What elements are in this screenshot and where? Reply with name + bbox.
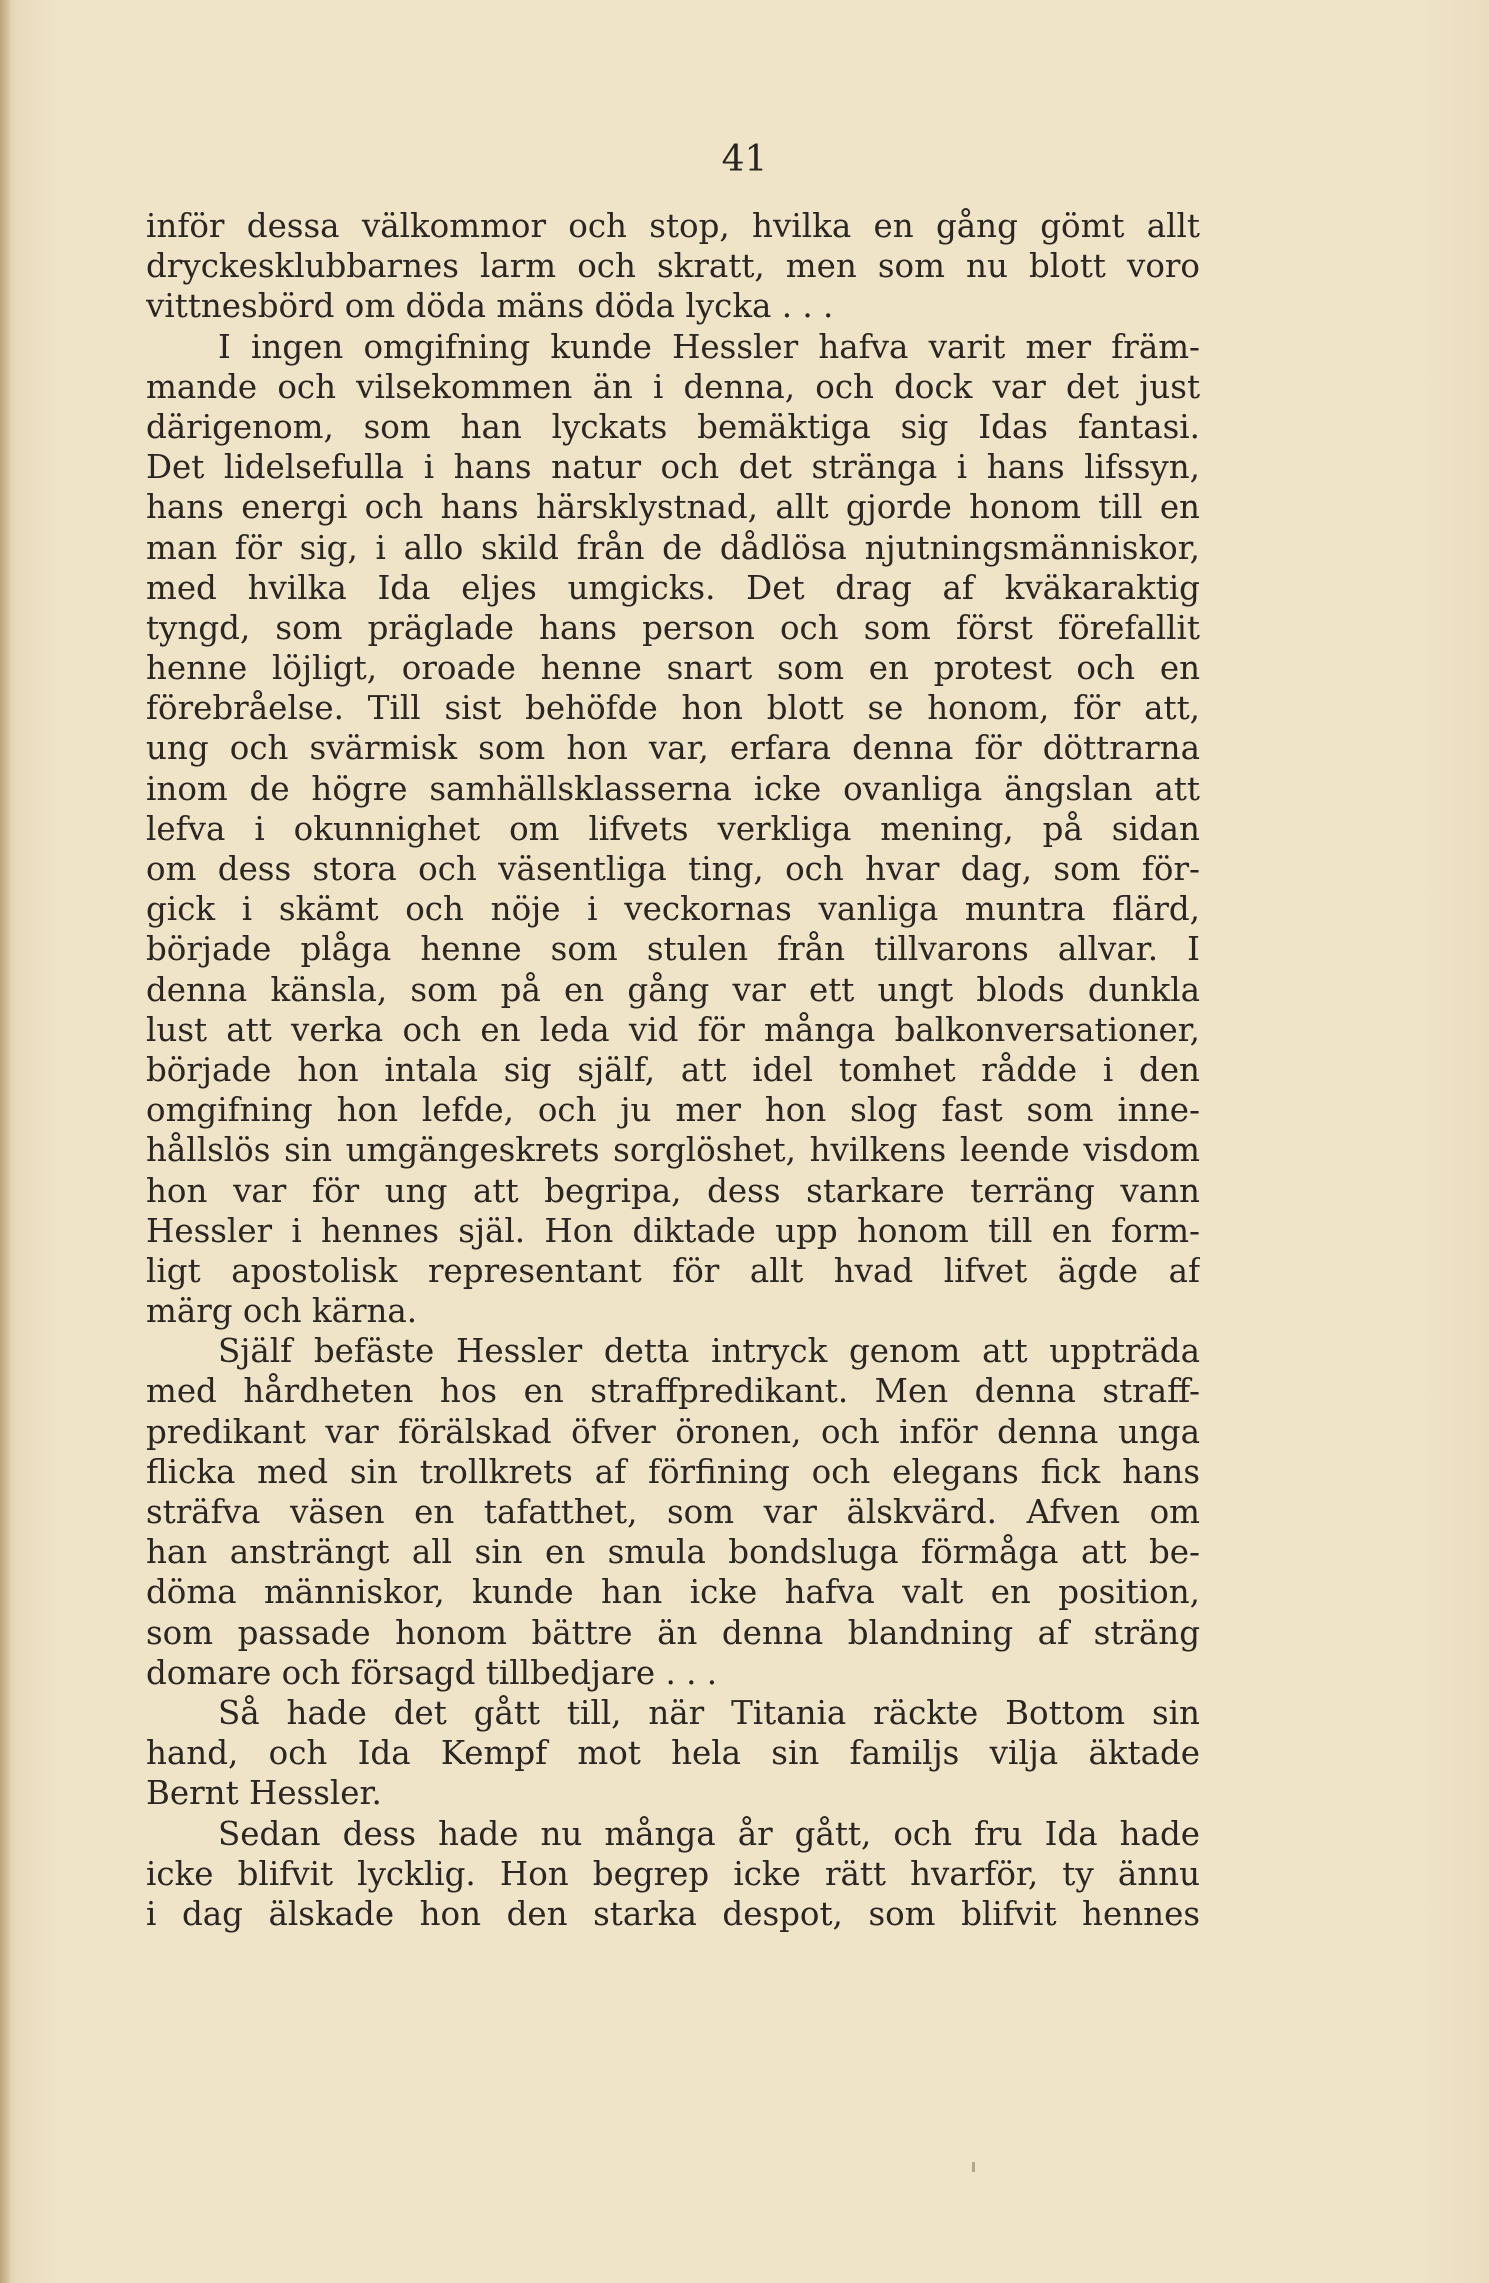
text-line: med hvilka Ida eljes umgicks. Det drag af kväkaraktig [146, 568, 1200, 607]
text-line: flicka med sin trollkrets af förfining och elegans fick hans [146, 1452, 1200, 1491]
text-line: Hessler i hennes själ. Hon diktade upp honom till en form- [146, 1211, 1200, 1250]
text-line: började plåga henne som stulen från tillvarons allvar. I [146, 930, 1200, 969]
text-line: inom de högre samhällsklasserna icke ovanliga ängslan att [146, 769, 1200, 808]
text-line: döma människor, kunde han icke hafva valt en position, [146, 1573, 1200, 1612]
text-line: Sedan dess hade nu många år gått, och fru Ida hade [218, 1814, 1200, 1853]
text-line: hans energi och hans härsklystnad, allt gjorde honom till en [146, 488, 1200, 527]
text-line: I ingen omgifning kunde Hessler hafva varit mer främ- [218, 327, 1200, 366]
text-line: om dess stora och väsentliga ting, och hvar dag, som för- [146, 850, 1200, 888]
text-line: förebråelse. Till sist behöfde hon blott se honom, för att, [146, 689, 1200, 728]
text-line: ligt apostolisk representant för allt hvad lifvet ägde af [146, 1251, 1200, 1290]
text-line: som passade honom bättre än denna blandning af sträng [146, 1613, 1200, 1652]
text-line: omgifning hon lefde, och ju mer hon slog fast som inne- [146, 1091, 1200, 1130]
text-line: hand, och Ida Kempf mot hela sin familjs vilja äktade [146, 1734, 1200, 1773]
ink-speck [972, 2162, 975, 2172]
text-line: tyngd, som präglade hans person och som först förefallit [146, 608, 1200, 647]
text-line: dryckesklubbarnes larm och skratt, men som nu blott voro [146, 247, 1200, 286]
text-line: Själf befäste Hessler detta intryck genom att uppträda [218, 1332, 1200, 1371]
text-line: predikant var förälskad öfver öronen, och inför denna unga [146, 1412, 1200, 1451]
text-line: han ansträngt all sin en smula bondsluga förmåga att be- [146, 1533, 1200, 1572]
text-line: med hårdheten hos en straffpredikant. Men denna straff- [146, 1372, 1200, 1411]
text-line: icke blifvit lycklig. Hon begrep icke rätt hvarför, ty ännu [146, 1854, 1200, 1893]
text-line: hållslös sin umgängeskrets sorglöshet, hvilkens leende visdom [146, 1131, 1200, 1170]
text-line: Det lidelsefulla i hans natur och det stränga i hans lifssyn, [146, 448, 1200, 487]
text-line: märg och kärna. [146, 1292, 418, 1331]
text-line: därigenom, som han lyckats bemäktiga sig Idas fantasi. [146, 407, 1200, 446]
text-line: man för sig, i allo skild från de dådlösa njutningsmänniskor, [146, 528, 1200, 567]
text-line: Så hade det gått till, när Titania räckte Bottom sin [218, 1693, 1200, 1732]
text-line: lust att verka och en leda vid för många balkonversationer, [146, 1010, 1200, 1049]
text-line: inför dessa välkommor och stop, hvilka en gång gömt allt [146, 207, 1200, 245]
text-line: domare och försagd tillbedjare . . . [146, 1653, 718, 1692]
text-line: lefva i okunnighet om lifvets verkliga mening, på sidan [146, 809, 1200, 848]
text-line: ung och svärmisk som hon var, erfara denna för döttrarna [146, 729, 1200, 768]
text-line: i dag älskade hon den starka despot, som blifvit hennes [146, 1894, 1200, 1933]
text-line: henne löjligt, oroade henne snart som en protest och en [146, 649, 1200, 688]
page-spine-edge [0, 0, 10, 2283]
page-number: 41 [721, 139, 768, 180]
text-line: började hon intala sig själf, att idel tomhet rådde i den [146, 1050, 1200, 1089]
text-line: mande och vilsekommen än i denna, och dock var det just [146, 367, 1200, 406]
text-line: sträfva väsen en tafatthet, som var älskvärd. Afven om [146, 1493, 1200, 1531]
text-line: denna känsla, som på en gång var ett ungt blods dunkla [146, 970, 1200, 1009]
text-line: gick i skämt och nöje i veckornas vanliga muntra flärd, [146, 890, 1200, 929]
text-line: hon var för ung att begripa, dess starkare terräng vann [146, 1171, 1200, 1210]
text-line: Bernt Hessler. [146, 1774, 382, 1813]
body-text [146, 206, 1200, 1934]
text-line: vittnesbörd om döda mäns döda lycka . . . [146, 287, 834, 326]
